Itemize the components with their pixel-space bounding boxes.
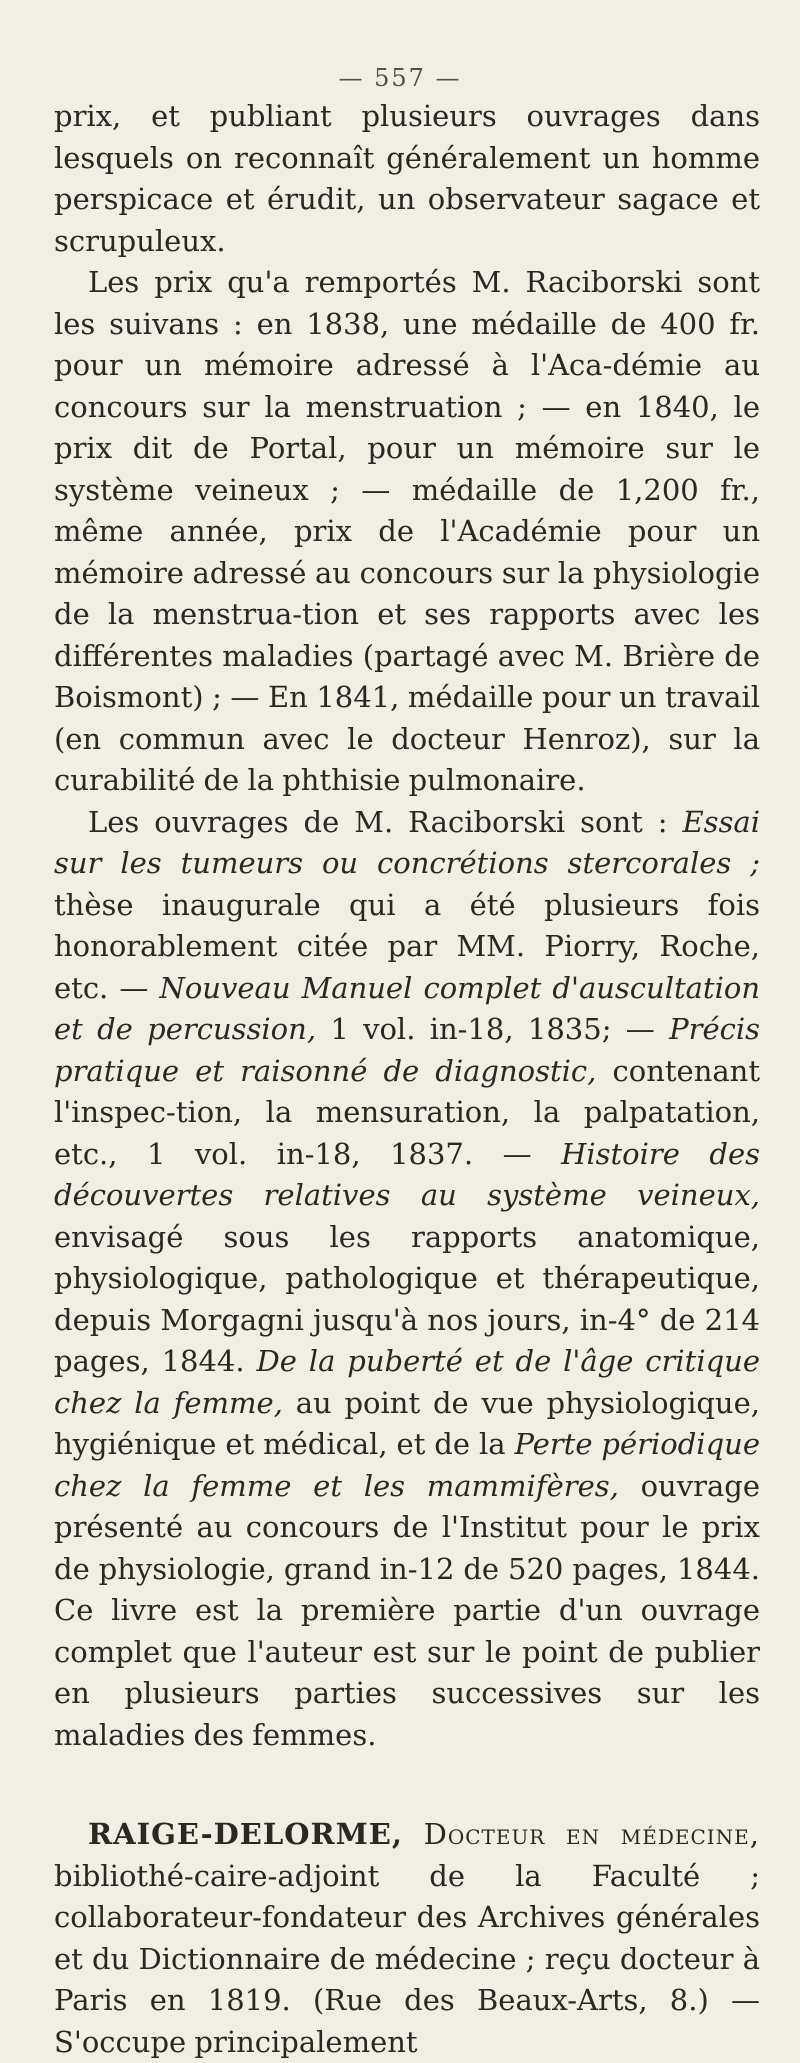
page-body <box>54 96 760 2063</box>
work-title-perte: Perte périodique chez la femme et les mammifères, <box>54 1427 760 1503</box>
author-name: RAIGE-DELORME, <box>88 1817 403 1851</box>
paragraph-continuation: prix, et publiant plusieurs ouvrages dans lesquels on reconnaît généralement un homme perspicace et érudit, un observateur sagace et scrupuleux. <box>54 99 760 258</box>
work-title-histoire: Histoire des découvertes relatives au système veineux, <box>54 1136 761 1212</box>
works-intro: Les ouvrages de M. Raciborski sont : <box>88 804 683 839</box>
work-title-precis: Précis pratique et raisonné de diagnostic, <box>54 1012 760 1088</box>
works-text-2: 1 vol. in-18, 1835; — <box>316 1012 670 1046</box>
paragraph-raige-delorme <box>54 1814 760 2063</box>
author-title: Docteur en médecine, <box>402 1817 760 1851</box>
works-text-5: au point de vue physiologique, hygiénique et médical, et de la <box>54 1385 760 1461</box>
paragraph-prizes: Les prix qu'a remportés M. Raciborski sont les suivans : en 1838, une médaille de 400 fr. pour un mémoire adressé à l'Aca-démie au concours sur la menstruation ; — en 1840, le prix dit de Portal, pour un mémoire sur le système veineux ; — médaille de 1,200 fr., même année, prix de l'Académie pour un mémoire adressé au concours sur la physiologie de la menstrua-tion et ses rapports avec les différentes maladies (partagé avec M. Brière de Boismont) ; — En 1841, médaille pour un travail (en commun avec le docteur Henroz), sur la curabilité de la phthisie pulmonaire. <box>54 265 760 797</box>
work-title-manuel: Nouveau Manuel complet d'auscultation et de percussion, <box>54 970 760 1046</box>
author-bio: bibliothé-caire-adjoint de la Faculté ; collaborateur-fondateur des Archives générales et du Dictionnaire de médecine ; reçu docteur à Paris en 1819. (Rue des Beaux-Arts, 8.) — S'occupe principalement <box>54 1858 760 2059</box>
work-title-puberte: De la puberté et de l'âge critique chez la femme, <box>54 1344 761 1420</box>
work-title-essai: Essai sur les tumeurs ou concrétions stercorales ; <box>54 804 760 880</box>
works-text-4: envisagé sous les rapports anatomique, physiologique, pathologique et thérapeutique, depuis Morgagni jusqu'à nos jours, in-4° de 214 pages, 1844. <box>54 1219 760 1378</box>
page-number: — 557 — <box>338 64 462 92</box>
works-text-1: thèse inaugurale qui a été plusieurs fois honorablement citée par MM. Piorry, Roche, etc. — <box>54 887 760 1005</box>
works-text-6: ouvrage présenté au concours de l'Institut pour le prix de physiologie, grand in-12 de 520 pages, 1844. Ce livre est la première partie d'un ouvrage complet que l'auteur est sur le point de publier en plusieurs parties successives sur les maladies des femmes. <box>54 1468 760 1752</box>
paragraph-works <box>54 802 760 1757</box>
works-text-3: contenant l'inspec-tion, la mensuration, la palpatation, etc., 1 vol. in-18, 1837. — <box>54 1053 760 1171</box>
